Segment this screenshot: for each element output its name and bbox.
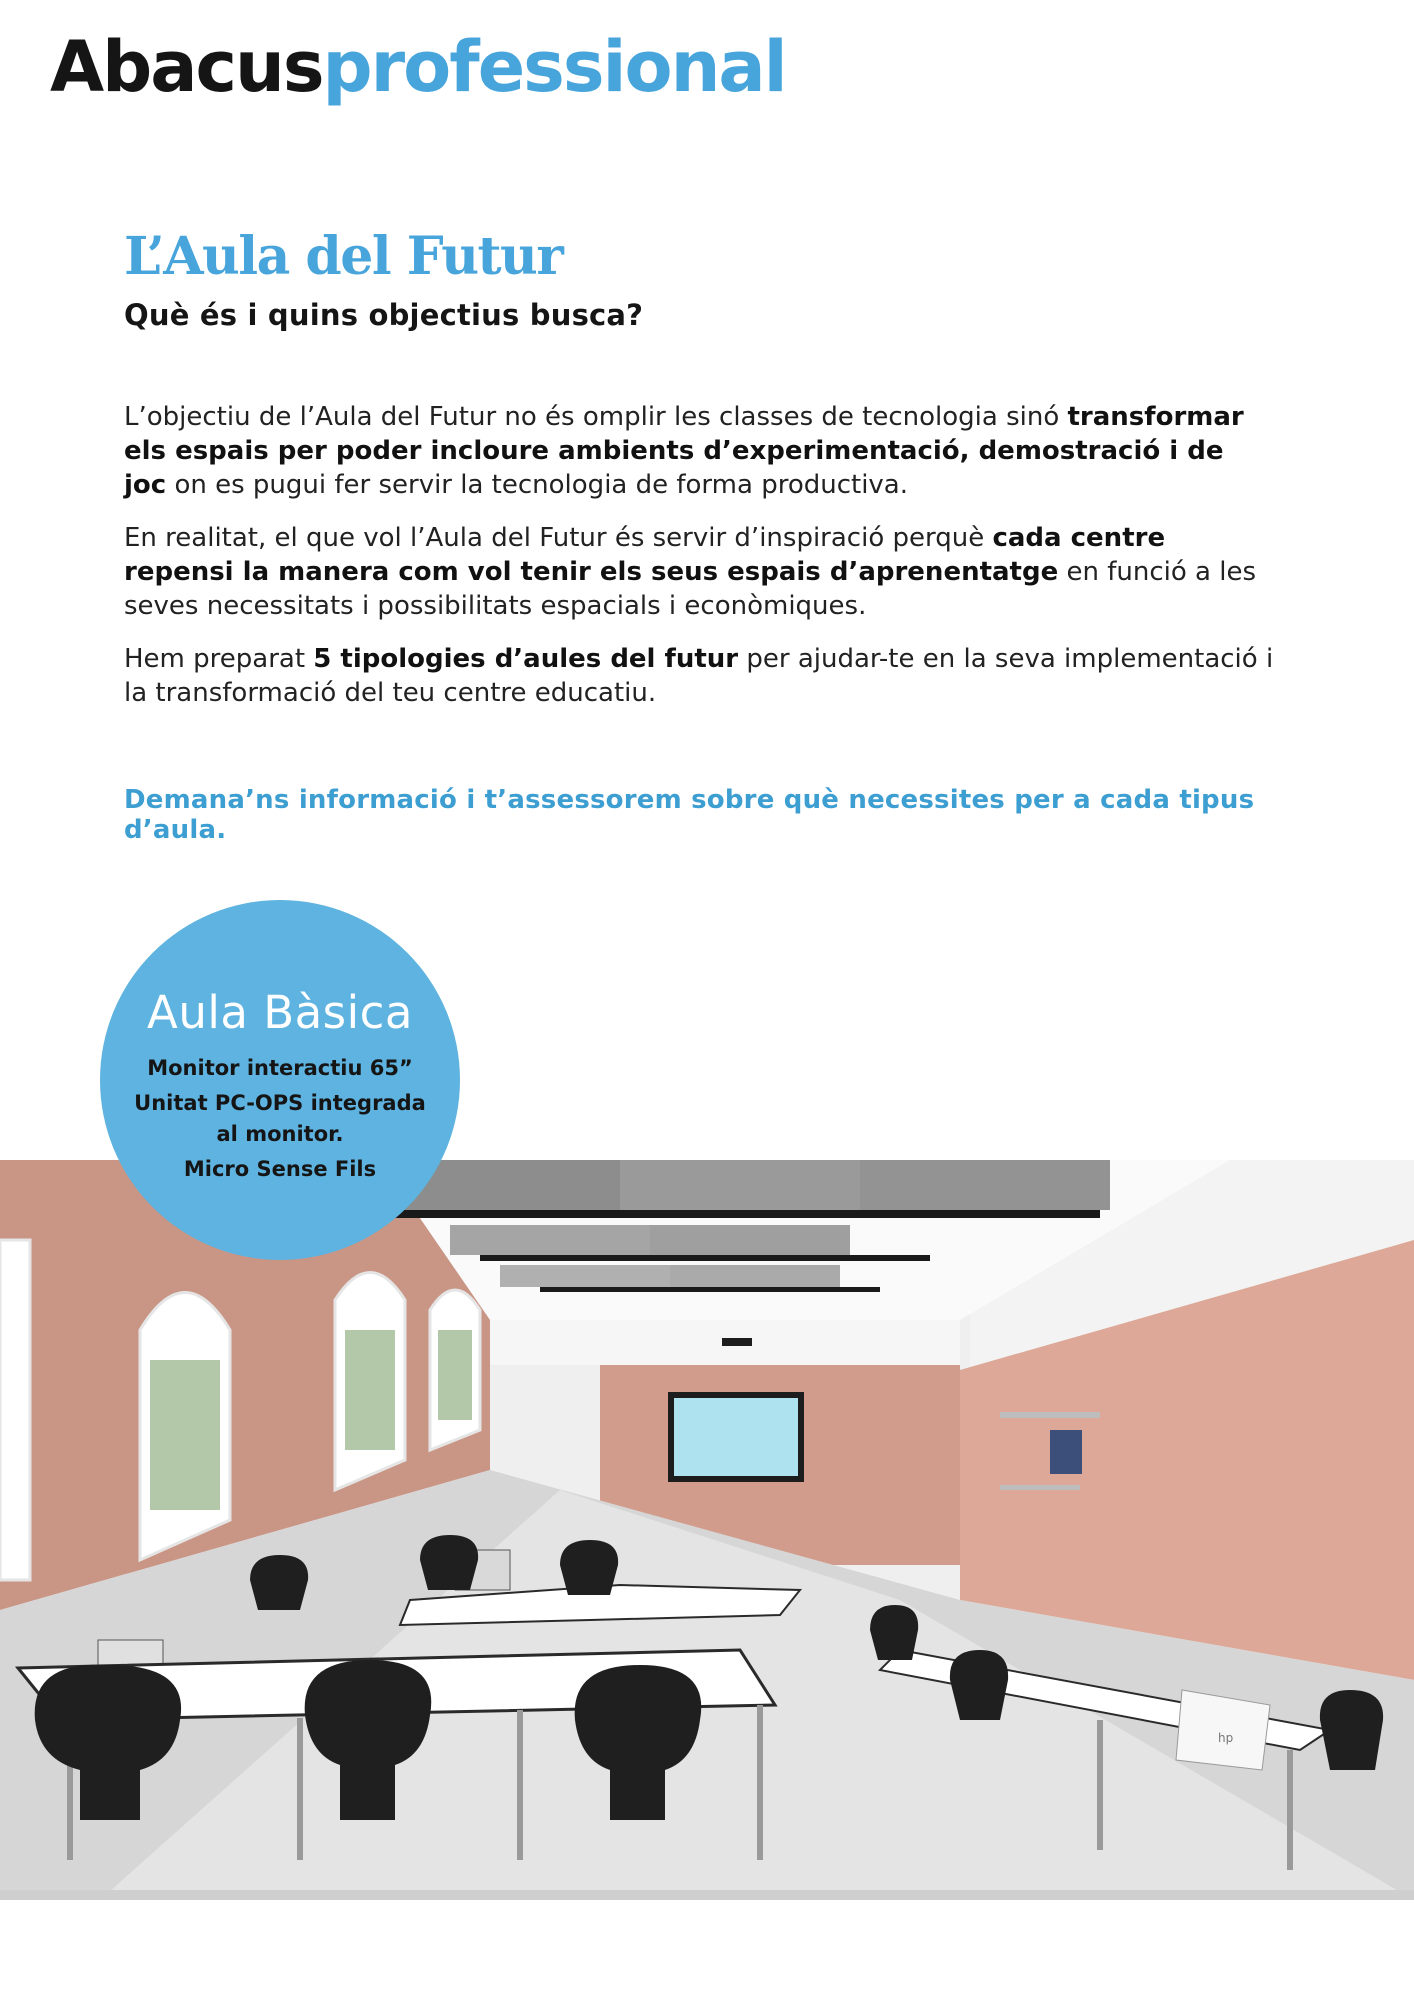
laptop-logo: hp: [1218, 1731, 1234, 1745]
aula-basica-badge: [100, 900, 460, 1260]
page-title: L’Aula del Futur: [124, 226, 563, 287]
badge-feature-monitor: Monitor interactiu 65”: [147, 1056, 413, 1080]
logo-suffix: professional: [322, 26, 786, 108]
badge-feature-pc: Unitat PC-OPS integrada: [134, 1091, 426, 1115]
badge-title: Aula Bàsica: [147, 986, 413, 1039]
classroom-photo: [0, 1160, 1414, 1900]
badge-feature-micro: Micro Sense Fils: [183, 1157, 377, 1181]
classroom-illustration: [0, 1160, 1414, 1900]
intro-text: [124, 400, 1274, 729]
logo-brand: Abacus: [50, 26, 323, 108]
paragraph-2: En realitat, el que vol l’Aula del Futur és servir d’inspiració perquè cada centre repensi la manera com vol tenir els seus espais d’aprenentatge en funció a les seves necessitats i possibilitats espacials i econòmiques.: [124, 523, 1257, 621]
badge-feature-pc-cont: al monitor.: [216, 1122, 344, 1146]
abacus-professional-logo: [50, 22, 786, 113]
call-to-action-text[interactable]: Demana’ns informació i t’assessorem sobre què necessites per a cada tipus d’aula.: [124, 785, 1255, 845]
paragraph-1: L’objectiu de l’Aula del Futur no és omplir les classes de tecnologia sinó transformar els espais per poder incloure ambients d’experimentació, demostració i de joc on es pugui fer servir la tecnologia de forma productiva.: [124, 402, 1244, 500]
page-subtitle: Què és i quins objectius busca?: [124, 298, 644, 332]
paragraph-3: Hem preparat 5 tipologies d’aules del futur per ajudar-te en la seva implementació i la transformació del teu centre educatiu.: [124, 644, 1274, 708]
